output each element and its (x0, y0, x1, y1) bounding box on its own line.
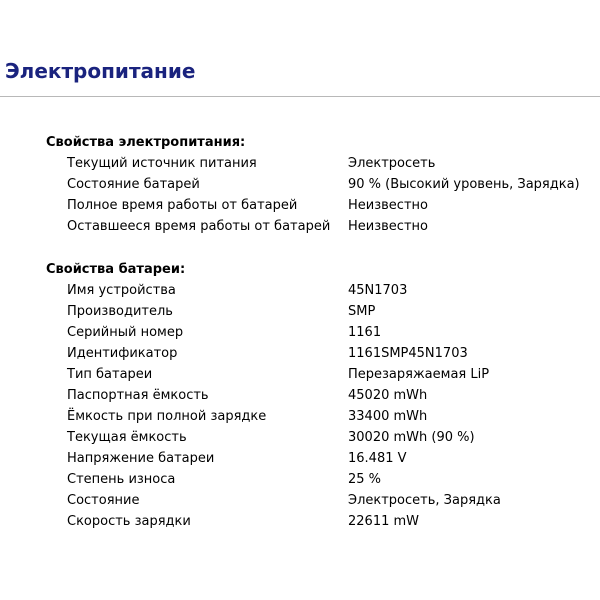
power-row-current-source (0, 156, 600, 177)
row-label: Паспортная ёмкость (67, 388, 209, 403)
row-value: 16.481 V (348, 451, 407, 466)
row-value: 33400 mWh (348, 409, 428, 424)
power-properties-heading: Свойства электропитания: (46, 135, 246, 150)
row-label: Полное время работы от батарей (67, 198, 298, 213)
row-value: 1161SMP45N1703 (348, 346, 468, 361)
row-label: Тип батареи (67, 367, 153, 382)
row-value: 90 % (Высокий уровень, Зарядка) (348, 177, 580, 192)
row-value: 30020 mWh (90 %) (348, 430, 475, 445)
row-label: Серийный номер (67, 325, 184, 340)
row-value: 22611 mW (348, 514, 420, 529)
battery-row-type (0, 367, 600, 388)
power-row-full-runtime (0, 198, 600, 219)
row-value: Неизвестно (348, 198, 428, 213)
power-row-battery-state (0, 177, 600, 198)
row-label: Текущий источник питания (67, 156, 257, 171)
battery-row-full-charge-capacity (0, 409, 600, 430)
battery-row-current-capacity (0, 430, 600, 451)
row-value: 1161 (348, 325, 382, 340)
row-value: 25 % (348, 472, 382, 487)
battery-row-design-capacity (0, 388, 600, 409)
row-label: Производитель (67, 304, 173, 319)
row-value: Перезаряжаемая LiP (348, 367, 490, 382)
row-label: Оставшееся время работы от батарей (67, 219, 331, 234)
battery-row-serial-number (0, 325, 600, 346)
battery-row-device-name (0, 283, 600, 304)
battery-row-charge-rate (0, 514, 600, 535)
title-divider (0, 96, 600, 97)
row-label: Скорость зарядки (67, 514, 191, 529)
battery-row-manufacturer (0, 304, 600, 325)
battery-properties-heading: Свойства батареи: (46, 262, 186, 277)
row-value: SMP (348, 304, 376, 319)
row-label: Ёмкость при полной зарядке (67, 409, 267, 424)
row-label: Текущая ёмкость (67, 430, 187, 445)
battery-row-voltage (0, 451, 600, 472)
row-value: Электросеть, Зарядка (348, 493, 501, 508)
row-value: 45020 mWh (348, 388, 428, 403)
row-value: Неизвестно (348, 219, 428, 234)
row-label: Состояние батарей (67, 177, 200, 192)
page-title: Электропитание (5, 59, 196, 83)
row-label: Идентификатор (67, 346, 178, 361)
battery-row-wear-level (0, 472, 600, 493)
row-value: 45N1703 (348, 283, 408, 298)
row-label: Имя устройства (67, 283, 176, 298)
battery-row-state (0, 493, 600, 514)
battery-row-identifier (0, 346, 600, 367)
power-row-remaining-runtime (0, 219, 600, 240)
row-label: Степень износа (67, 472, 176, 487)
row-value: Электросеть (348, 156, 436, 171)
row-label: Состояние (67, 493, 140, 508)
row-label: Напряжение батареи (67, 451, 215, 466)
